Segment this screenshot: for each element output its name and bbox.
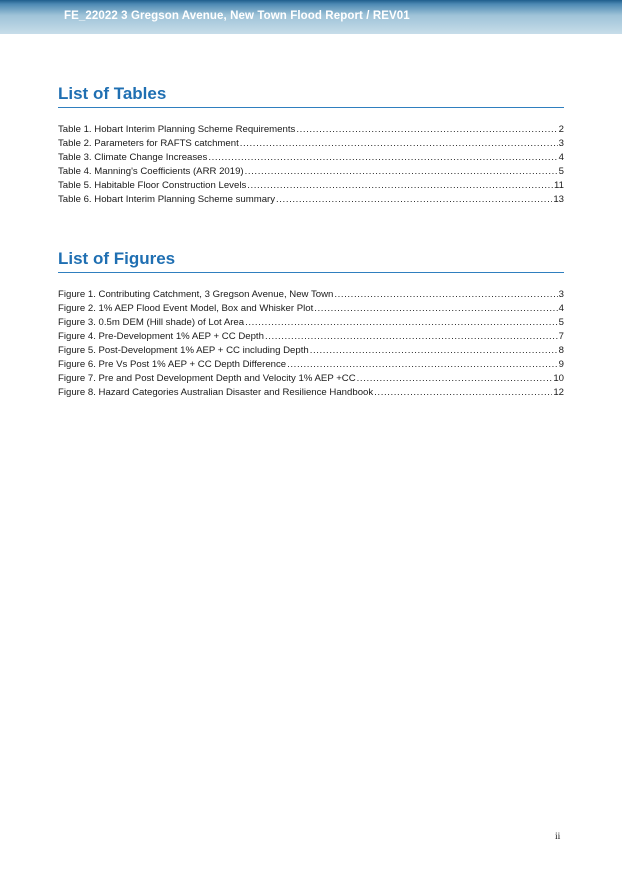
list-of-figures — [58, 288, 564, 400]
toc-entry-title: Figure 5. Post-Development 1% AEP + CC including Depth — [58, 345, 309, 356]
toc-entry-page: 11 — [554, 180, 564, 191]
toc-entry-page: 3 — [558, 289, 564, 300]
toc-entry-page: 3 — [558, 138, 564, 149]
toc-entry-title: Table 3. Climate Change Increases — [58, 152, 208, 163]
toc-entry-page: 7 — [558, 331, 564, 342]
toc-entry-table-1[interactable] — [58, 123, 564, 137]
toc-entry-page: 13 — [553, 194, 564, 205]
toc-leader-dots — [374, 386, 552, 400]
toc-entry-figure-8[interactable] — [58, 386, 564, 400]
page-number: ii — [555, 831, 561, 842]
toc-leader-dots — [247, 179, 553, 193]
header-band — [0, 0, 622, 34]
toc-entry-title: Figure 6. Pre Vs Post 1% AEP + CC Depth Difference — [58, 359, 287, 370]
toc-entry-title: Table 6. Hobart Interim Planning Scheme summary — [58, 194, 276, 205]
toc-entry-title: Figure 4. Pre-Development 1% AEP + CC Depth — [58, 331, 264, 342]
toc-entry-title: Figure 1. Contributing Catchment, 3 Gregson Avenue, New Town — [58, 289, 334, 300]
toc-entry-figure-1[interactable] — [58, 288, 564, 302]
toc-leader-dots — [245, 165, 558, 179]
toc-entry-page: 5 — [558, 166, 564, 177]
toc-entry-page: 12 — [553, 387, 564, 398]
toc-entry-figure-3[interactable] — [58, 316, 564, 330]
toc-entry-figure-4[interactable] — [58, 330, 564, 344]
toc-entry-figure-7[interactable] — [58, 372, 564, 386]
toc-entry-title: Figure 2. 1% AEP Flood Event Model, Box and Whisker Plot — [58, 303, 314, 314]
toc-leader-dots — [296, 123, 557, 137]
toc-entry-page: 8 — [558, 345, 564, 356]
toc-entry-page: 9 — [558, 359, 564, 370]
toc-entry-title: Figure 3. 0.5m DEM (Hill shade) of Lot Area — [58, 317, 245, 328]
toc-leader-dots — [245, 316, 558, 330]
toc-entry-page: 4 — [558, 303, 564, 314]
toc-leader-dots — [208, 151, 557, 165]
toc-leader-dots — [334, 288, 557, 302]
toc-leader-dots — [314, 302, 557, 316]
toc-entry-title: Table 1. Hobart Interim Planning Scheme Requirements — [58, 124, 296, 135]
toc-entry-table-4[interactable] — [58, 165, 564, 179]
list-of-figures-heading: List of Figures — [58, 249, 564, 273]
toc-leader-dots — [276, 193, 552, 207]
toc-leader-dots — [357, 372, 553, 386]
toc-leader-dots — [310, 344, 558, 358]
toc-entry-table-2[interactable] — [58, 137, 564, 151]
toc-leader-dots — [287, 358, 558, 372]
list-of-tables-heading: List of Tables — [58, 84, 564, 108]
toc-entry-table-6[interactable] — [58, 193, 564, 207]
toc-entry-title: Table 4. Manning's Coefficients (ARR 2019) — [58, 166, 244, 177]
toc-leader-dots — [265, 330, 558, 344]
toc-leader-dots — [240, 137, 558, 151]
toc-entry-table-5[interactable] — [58, 179, 564, 193]
toc-entry-figure-5[interactable] — [58, 344, 564, 358]
toc-entry-figure-2[interactable] — [58, 302, 564, 316]
toc-entry-title: Figure 8. Hazard Categories Australian Disaster and Resilience Handbook — [58, 387, 374, 398]
toc-entry-page: 5 — [558, 317, 564, 328]
toc-entry-page: 4 — [558, 152, 564, 163]
toc-entry-figure-6[interactable] — [58, 358, 564, 372]
document-header-title: FE_22022 3 Gregson Avenue, New Town Flood Report / REV01 — [64, 10, 410, 22]
toc-entry-table-3[interactable] — [58, 151, 564, 165]
toc-entry-title: Table 5. Habitable Floor Construction Levels — [58, 180, 247, 191]
toc-entry-page: 10 — [553, 373, 564, 384]
toc-entry-title: Table 2. Parameters for RAFTS catchment — [58, 138, 239, 149]
list-of-tables — [58, 123, 564, 207]
toc-entry-page: 2 — [558, 124, 564, 135]
toc-entry-title: Figure 7. Pre and Post Development Depth and Velocity 1% AEP +CC — [58, 373, 356, 384]
